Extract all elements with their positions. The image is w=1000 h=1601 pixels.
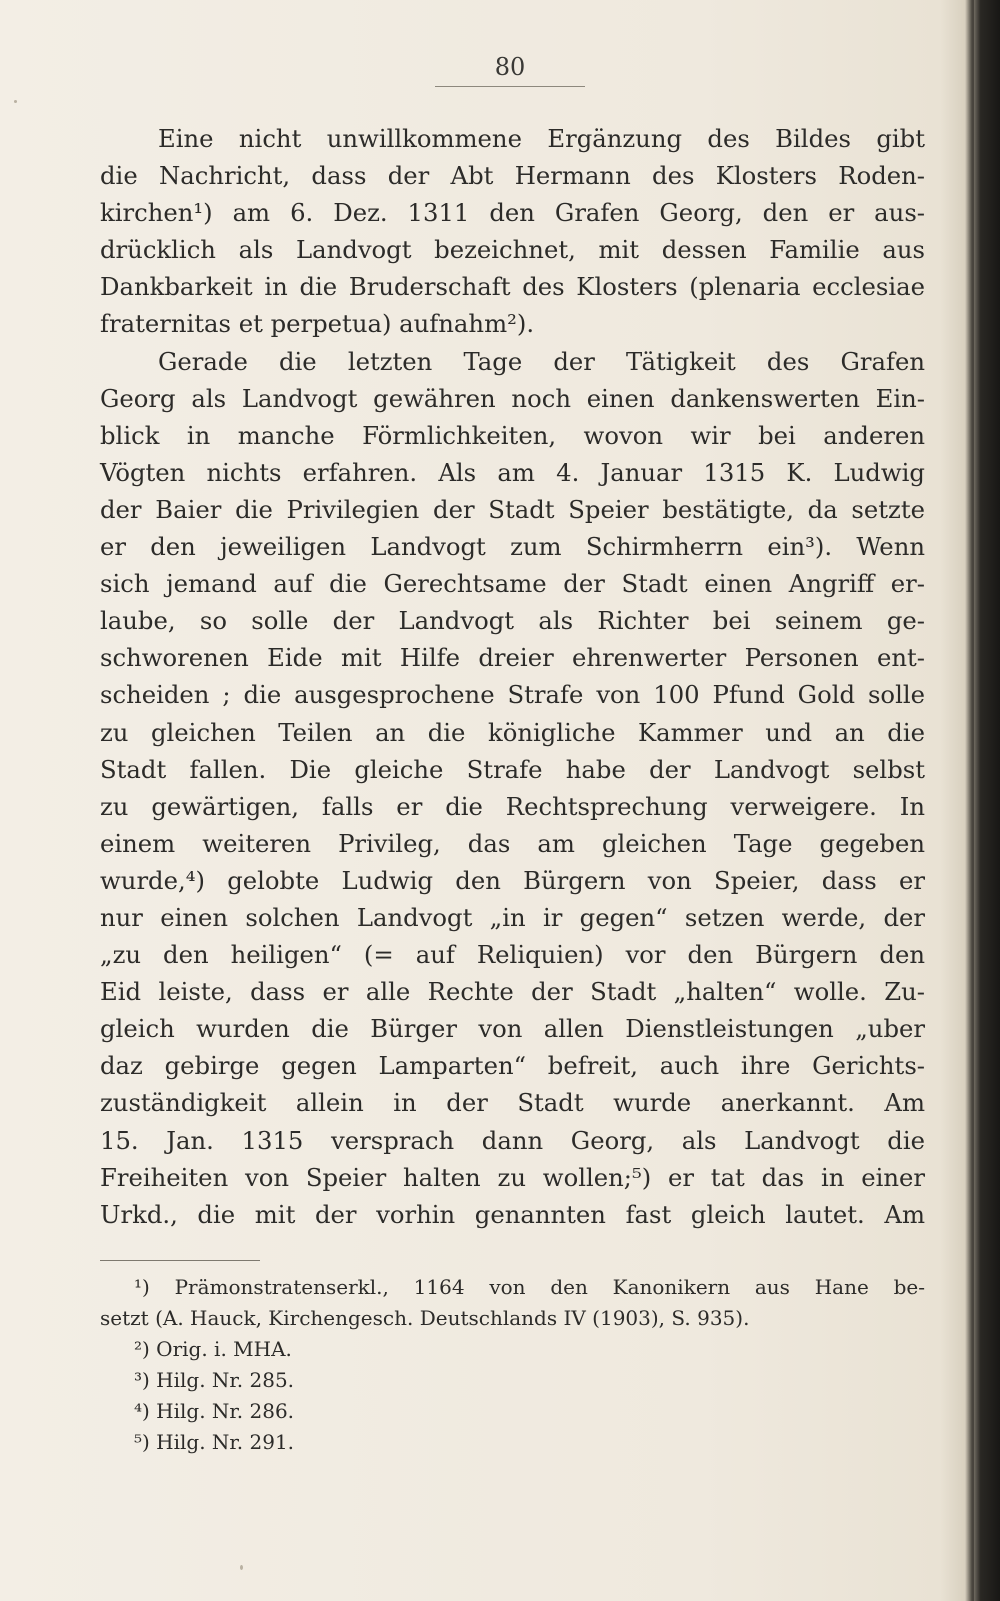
text-line: fraternitas et perpetua) aufnahm²). [100, 309, 535, 339]
text-line: zuständigkeit allein in der Stadt wurde anerkannt. Am [100, 1088, 925, 1118]
body-text [100, 120, 925, 1233]
text-line: daz gebirge gegen Lamparten“ befreit, auch ihre Gerichts- [100, 1051, 925, 1081]
footnote-line: ³) Hilg. Nr. 285. [134, 1368, 295, 1392]
text-line: Eid leiste, dass er alle Rechte der Stadt „halten“ wolle. Zu- [100, 977, 925, 1007]
page-number: 80 [494, 53, 526, 81]
text-line: sich jemand auf die Gerechtsame der Stadt einen Angriff er- [100, 569, 925, 599]
text-line: Gerade die letzten Tage der Tätigkeit des Grafen [158, 346, 925, 376]
text-line: die Nachricht, dass der Abt Hermann des Klosters Roden- [100, 161, 925, 191]
paper-speck [240, 1565, 243, 1570]
page-binding-edge [974, 0, 1000, 1601]
text-line: er den jeweiligen Landvogt zum Schirmherrn ein³). Wenn [100, 532, 925, 562]
footnote-line: ⁵) Hilg. Nr. 291. [134, 1430, 295, 1454]
footnote-line: ¹) Prämonstratenserkl., 1164 von den Kanonikern aus Hane be- [134, 1275, 925, 1299]
text-line: scheiden ; die ausgesprochene Strafe von 100 Pfund Gold solle [100, 680, 925, 710]
text-line: Freiheiten von Speier halten zu wollen;⁵) er tat das in einer [100, 1162, 925, 1192]
text-line: blick in manche Förmlichkeiten, wovon wir bei anderen [100, 420, 925, 450]
footnote-line: setzt (A. Hauck, Kirchengesch. Deutschlands IV (1903), S. 935). [100, 1306, 750, 1330]
text-line: kirchen¹) am 6. Dez. 1311 den Grafen Georg, den er aus- [100, 198, 925, 228]
text-line: nur einen solchen Landvogt „in ir gegen“ setzen werde, der [100, 902, 925, 932]
text-line: drücklich als Landvogt bezeichnet, mit dessen Familie aus [100, 235, 925, 265]
text-line: zu gleichen Teilen an die königliche Kammer und an die [100, 717, 925, 747]
paper-speck [14, 100, 17, 103]
text-line: Urkd., die mit der vorhin genannten fast gleich lautet. Am [100, 1199, 925, 1229]
text-line: Georg als Landvogt gewähren noch einen dankenswerten Ein- [100, 383, 925, 413]
text-line: zu gewärtigen, falls er die Rechtsprechung verweigere. In [100, 791, 925, 821]
text-line: schworenen Eide mit Hilfe dreier ehrenwerter Personen ent- [100, 643, 925, 673]
text-line: 15. Jan. 1315 versprach dann Georg, als Landvogt die [100, 1125, 925, 1155]
text-line: einem weiteren Privileg, das am gleichen Tage gegeben [100, 828, 925, 858]
footnote-line: ²) Orig. i. MHA. [134, 1337, 292, 1361]
text-line: Eine nicht unwillkommene Ergänzung des Bildes gibt [158, 124, 925, 153]
text-line: wurde,⁴) gelobte Ludwig den Bürgern von Speier, dass er [100, 865, 925, 895]
text-line: Vögten nichts erfahren. Als am 4. Januar 1315 K. Ludwig [100, 457, 925, 487]
text-line: „zu den heiligen“ (= auf Reliquien) vor den Bürgern den [100, 940, 925, 970]
text-line: laube, so solle der Landvogt als Richter bei seinem ge- [100, 606, 925, 636]
text-line: der Baier die Privilegien der Stadt Speier bestätigte, da setzte [100, 494, 925, 524]
header-rule [435, 86, 585, 87]
footnote-rule [100, 1260, 260, 1261]
footnote-line: ⁴) Hilg. Nr. 286. [134, 1399, 295, 1423]
text-line: Stadt fallen. Die gleiche Strafe habe der Landvogt selbst [100, 754, 925, 784]
text-line: Dankbarkeit in die Bruderschaft des Klosters (plenaria ecclesiae [100, 272, 925, 302]
footnotes [100, 1272, 925, 1458]
text-line: gleich wurden die Bürger von allen Dienstleistungen „uber [100, 1014, 925, 1044]
